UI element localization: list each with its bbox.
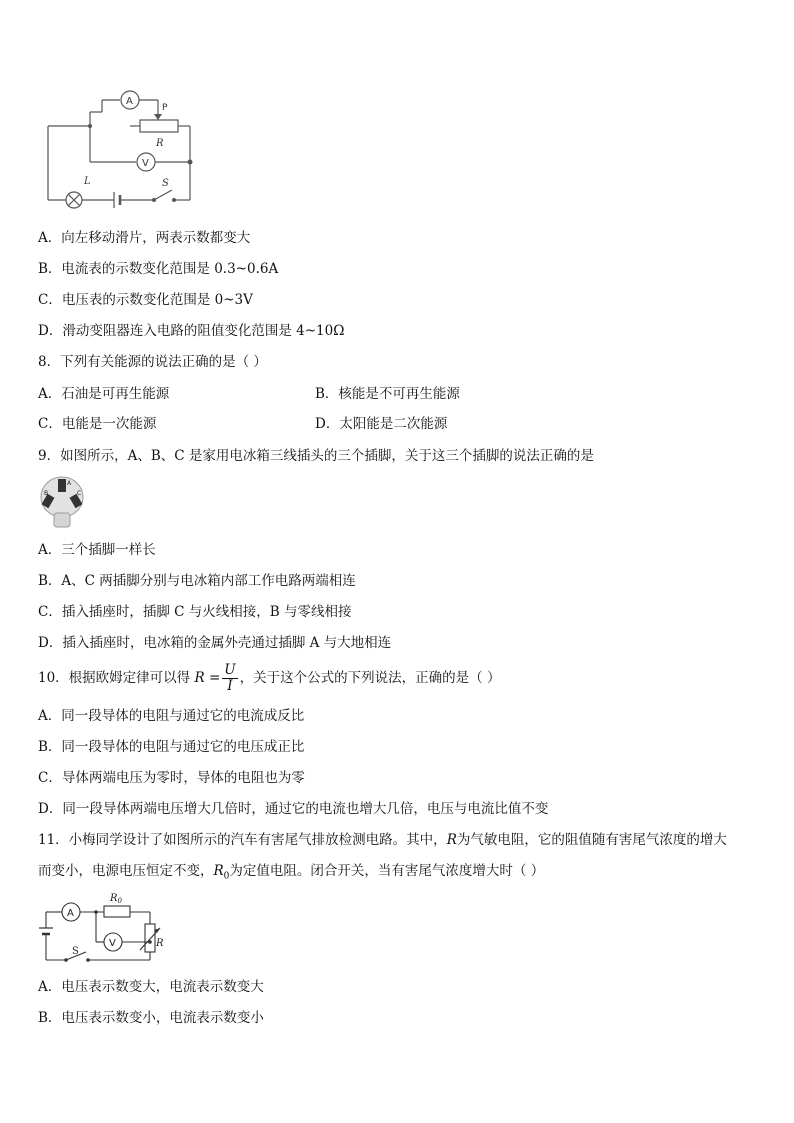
circuit-diagram-q11 [36, 888, 166, 968]
q7-option-c[interactable]: C．电压表的示数变化范围是 0~3V [38, 292, 253, 308]
q9-option-b[interactable]: B．A、C 两插脚分别与电冰箱内部工作电路两端相连 [38, 573, 356, 589]
slider-label: P [162, 103, 168, 113]
q10-formula-fraction [222, 663, 237, 694]
q10-option-a[interactable]: A．同一段导体的电阻与通过它的电流成反比 [38, 708, 305, 724]
q7-option-b[interactable]: B．电流表的示数变化范围是 0.3~0.6A [38, 261, 279, 277]
plug-label-b: B [44, 490, 49, 497]
q9-option-d[interactable]: D．插入插座时，电冰箱的金属外壳通过插脚 A 与大地相连 [38, 635, 392, 651]
plug-image-q9 [36, 473, 88, 529]
q11-stem-line2-pre: 而变小，电源电压恒定不变， [38, 863, 214, 879]
q11-voltmeter-label: V [109, 938, 116, 949]
circuit-diagram-q7 [40, 88, 210, 210]
q11-stem-line1-pre: 11．小梅同学设计了如图所示的汽车有害尾气排放检测电路。其中， [38, 832, 447, 848]
q9-option-c[interactable]: C．插入插座时，插脚 C 与火线相接，B 与零线相接 [38, 604, 352, 620]
q11-ammeter-label: A [67, 908, 74, 919]
q11-r0-label [109, 893, 123, 905]
q10-formula-numerator: U [224, 662, 236, 678]
q11-stem-line2-post: 为定值电阻。闭合开关，当有害尾气浓度增大时（ ） [229, 863, 545, 879]
q10-stem-post: ，关于这个公式的下列说法，正确的是（ ） [239, 670, 501, 686]
q9-option-a[interactable]: A．三个插脚一样长 [38, 542, 156, 558]
q8-option-d[interactable]: D．太阳能是二次能源 [315, 416, 448, 432]
q11-stem-line1 [38, 830, 727, 850]
q10-formula-lhs: R = [194, 670, 221, 686]
q10-stem [38, 662, 500, 694]
q8-stem: 8．下列有关能源的说法正确的是（ ） [38, 354, 267, 370]
q9-stem: 9．如图所示，A、B、C 是家用电冰箱三线插头的三个插脚，关于这三个插脚的说法正确的是 [38, 448, 594, 464]
q8-option-b[interactable]: B．核能是不可再生能源 [315, 386, 460, 402]
q10-stem-pre: 10．根据欧姆定律可以得 [38, 670, 195, 686]
q11-stem-line1-post: 为气敏电阻，它的阻值随有害尾气浓度的增大 [456, 832, 727, 848]
q11-r0-letter: R [110, 893, 118, 904]
ammeter-label: A [126, 96, 133, 107]
q11-stem-r0: R [213, 863, 224, 879]
q7-option-d[interactable]: D．滑动变阻器连入电路的阻值变化范围是 4~10Ω [38, 323, 345, 339]
q11-option-b[interactable]: B．电压表示数变小，电流表示数变小 [38, 1010, 264, 1026]
q11-r0-sub: 0 [117, 897, 122, 905]
voltmeter-label: V [142, 158, 149, 169]
plug-label-c: C [77, 490, 82, 497]
plug-label-a: A [67, 480, 72, 487]
q11-r-label: R [156, 938, 164, 949]
q8-option-c[interactable]: C．电能是一次能源 [38, 416, 157, 432]
q11-stem-r: R [446, 832, 457, 848]
q11-switch-label: S [72, 946, 79, 957]
resistor-label: R [156, 138, 164, 149]
q10-formula-denominator: I [227, 678, 233, 694]
q11-stem-r0-sub: 0 [223, 871, 230, 882]
q8-option-a[interactable]: A．石油是可再生能源 [38, 386, 170, 402]
q10-option-d[interactable]: D．同一段导体两端电压增大几倍时，通过它的电流也增大几倍，电压与电流比值不变 [38, 801, 549, 817]
q10-option-b[interactable]: B．同一段导体的电阻与通过它的电压成正比 [38, 739, 305, 755]
q7-option-a[interactable]: A．向左移动滑片，两表示数都变大 [38, 230, 251, 246]
lamp-label: L [84, 176, 91, 187]
q11-option-a[interactable]: A．电压表示数变大，电流表示数变大 [38, 979, 264, 995]
switch-label: S [162, 178, 169, 189]
q11-stem-line2 [38, 861, 544, 887]
q10-option-c[interactable]: C．导体两端电压为零时，导体的电阻也为零 [38, 770, 305, 786]
